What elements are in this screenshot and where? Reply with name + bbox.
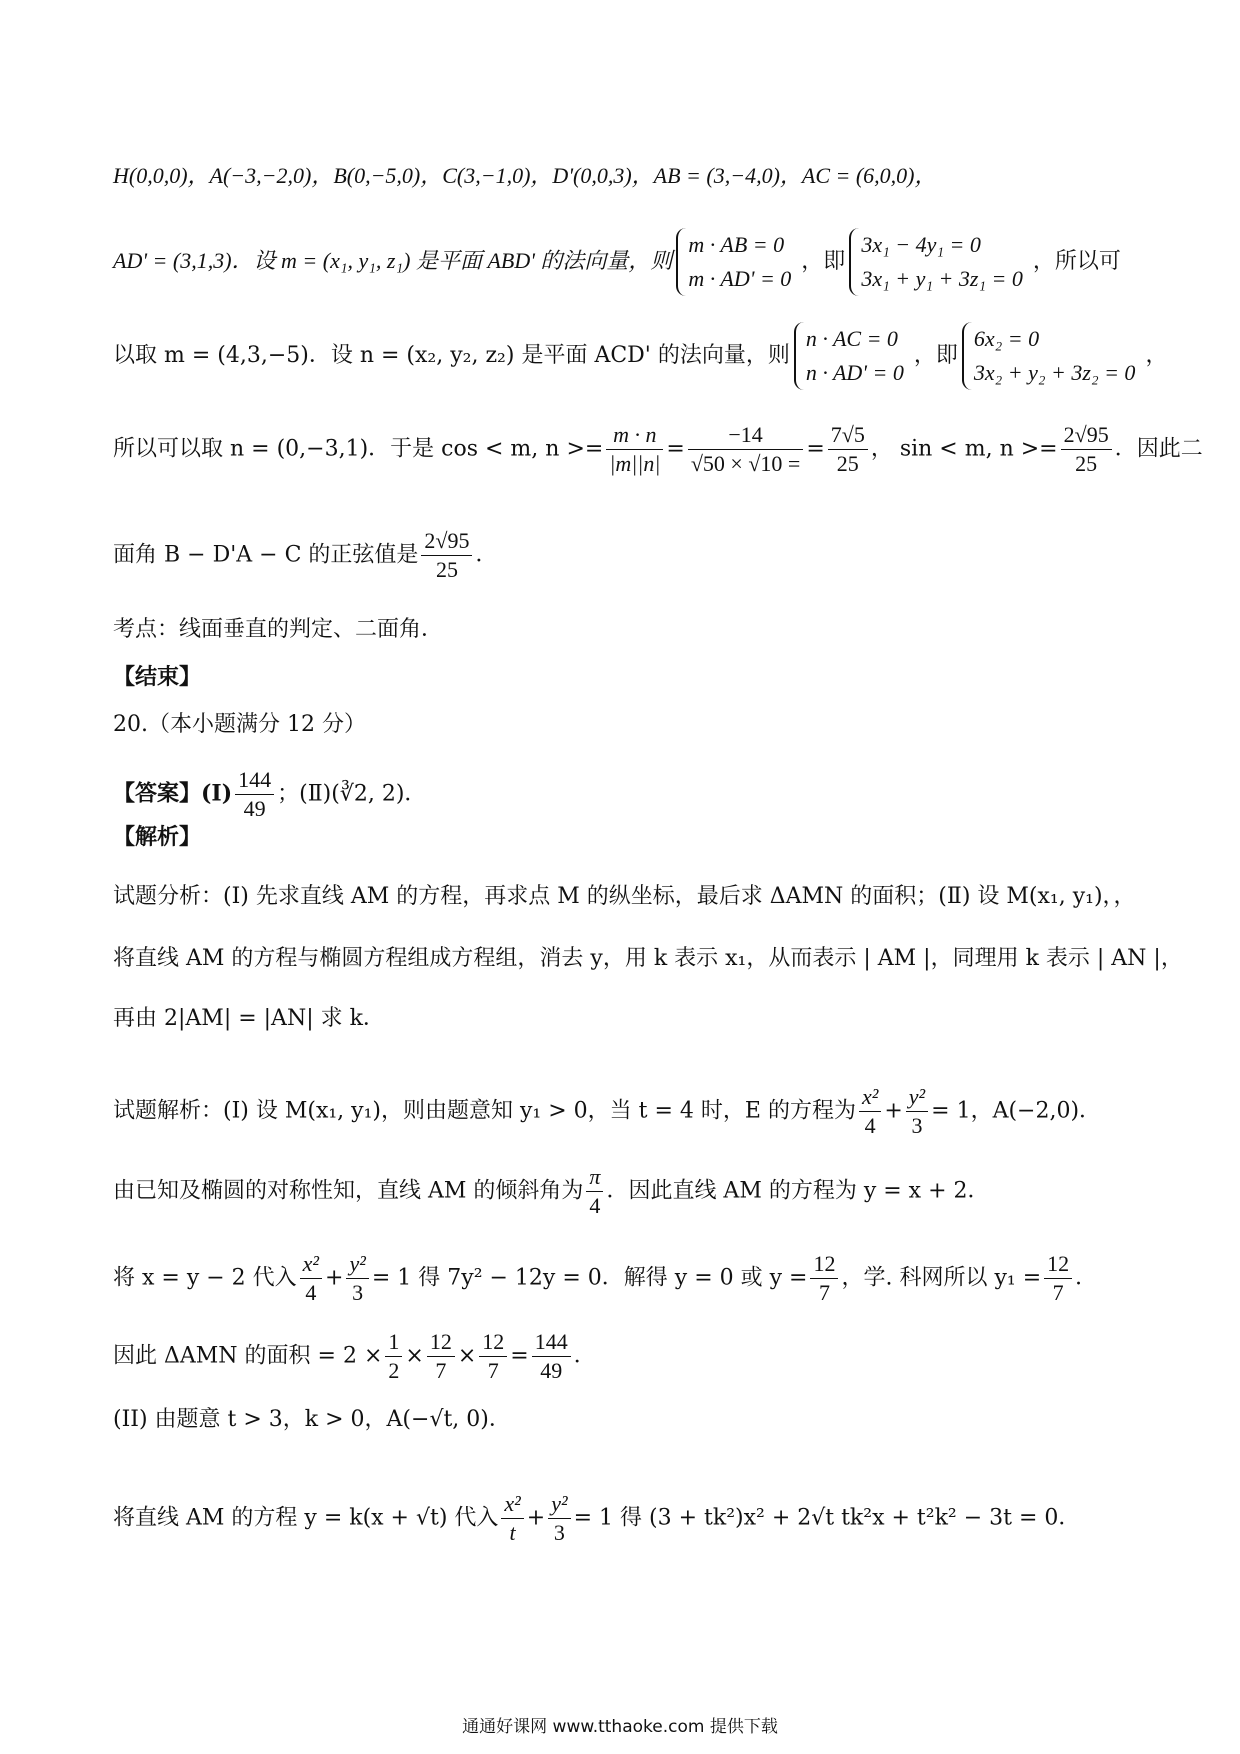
cosine-line [113,421,1203,478]
solution-line-1 [113,1083,1130,1140]
equation: 3x₁ + y₁ + 3z₁ = 0 [861,266,1023,291]
equation: 3x₂ + y₂ + 3z₂ = 0 [973,360,1136,385]
text: = 1 得 (3 + tk²)x² + 2√t tk²x + t²k² − 3t = 0． [573,1505,1081,1531]
fraction: $\frac{1}{2}$ [385,1328,402,1385]
fraction: $\frac{144}{49}$ [532,1328,571,1385]
fraction: $\frac{2√95}{25}$ [1061,421,1112,478]
equation: m · AB = 0 [688,232,785,257]
text: ， [1145,343,1168,368]
analysis-heading: 【解析】 [113,824,202,850]
equation-system [794,322,910,390]
analysis-line-1: 试题分析：(Ⅰ) 先求直线 AM 的方程，再求点 M 的纵坐标，最后求 ΔAMN 的面积；(Ⅱ) 设 M(x₁, y₁)，， [113,884,1136,909]
text: ． [573,1343,596,1369]
normal-vector-n-line [113,322,1168,390]
text: 面角 B − D'A − C 的正弦值是 [113,542,419,568]
end-marker: 【结束】 [113,664,202,690]
fraction: $\frac{\pi}{4}$ [586,1163,603,1220]
fraction: $\frac{\text{x²}}{4}$ [859,1083,881,1140]
equation: 6x₂ = 0 [973,326,1040,351]
text: × [405,1343,424,1369]
text: AD' = (3,1,3)．设 m = (x₁, y₁, z₁) 是平面 ABD' 的法向量，则 [113,248,673,273]
fraction: $\frac{7√5}{25}$ [828,421,868,478]
sine-value-line [113,527,1130,584]
solution-line-2 [113,1163,1130,1220]
text: ， sin < m, n >= [870,436,1058,462]
text: ．因此直线 AM 的方程为 y = x + 2． [606,1178,990,1204]
analysis-line-3: 再由 2|AM| = |AN| 求 k． [113,1006,385,1031]
text: ，即 [801,249,846,274]
text: 试题解析：(I) 设 M(x₁, y₁)，则由题意知 y₁ > 0，当 t = 4 时，E 的方程为 [113,1098,856,1124]
text: = [806,436,825,462]
text: ． [475,542,498,568]
fraction: $\frac{m \cdot n}{|m||n|}$ [606,421,663,478]
text: 以取 m = (4,3,−5)．设 n = (x₂, y₂, z₂) 是平面 ACD' 的法向量，则 [113,343,790,368]
equation-system [676,228,797,296]
equation-system [849,228,1029,296]
text: 将直线 AM 的方程 y = k(x + √t) 代入 [113,1505,499,1531]
fraction: $\frac{12}{7}$ [427,1328,455,1385]
text: 【答案】(Ⅰ) [113,780,233,807]
text: = 1 得 7y² − 12y = 0．解得 y = 0 或 y = [371,1265,808,1291]
answer-line [113,766,1130,823]
text: × [457,1343,477,1369]
equation: 3x₁ − 4y₁ = 0 [861,232,981,257]
fraction: $\frac{12}{7}$ [479,1328,507,1385]
fraction: $\frac{\text{y²}}{3}$ [906,1083,928,1140]
fraction: $\frac{12}{7}$ [1044,1250,1072,1307]
text: = [666,436,685,462]
knowledge-point: 考点：线面垂直的判定、二面角． [113,617,444,642]
fraction: $\frac{\text{y²}}{3}$ [548,1490,570,1547]
fraction: $\frac{-14}{√50 \times √10 =}$ [688,421,803,478]
fraction: $\frac{\text{y²}}{3}$ [346,1250,368,1307]
text: ，即 [913,343,958,368]
equation: m · AD' = 0 [688,266,792,291]
text: = 1，A(−2,0)． [931,1098,1102,1124]
solution-line-4 [113,1328,1130,1385]
coordinates-line: H(0,0,0)，A(−3,−2,0)，B(0,−5,0)，C(3,−1,0)，D'(0,0,3)，AB = (3,−4,0)，AC = (6,0,0)， [113,163,937,188]
normal-vector-m-line [113,228,1130,296]
text: = [510,1343,529,1369]
solution-line-3 [113,1250,1130,1307]
text: ，学. 科网所以 y₁ = [841,1265,1042,1291]
fraction: $\frac{\text{x²}}{t}$ [501,1490,523,1547]
equation: n · AD' = 0 [805,360,904,385]
solution-line-6 [113,1490,1130,1547]
fraction: $\frac{\text{x²}}{4}$ [300,1250,322,1307]
equation-system [962,322,1142,390]
solution-line-5: (II) 由题意 t > 3，k > 0，A(−√t, 0)． [113,1407,511,1432]
text: 因此 ΔAMN 的面积 = 2 × [113,1343,383,1369]
text: 将 x = y − 2 代入 [113,1265,297,1291]
text: + [884,1098,903,1124]
text: 所以可以取 n = (0,−3,1)．于是 cos < m, n >= [113,436,604,462]
text: ． [1075,1265,1098,1291]
text: 由已知及椭圆的对称性知，直线 AM 的倾斜角为 [113,1178,584,1204]
text: ；(Ⅱ)(∛2, 2)． [277,781,427,807]
text: ，所以可 [1032,249,1121,274]
question-number: 20.（本小题满分 12 分） [113,712,366,737]
equation: n · AC = 0 [805,326,898,351]
analysis-line-2: 将直线 AM 的方程与椭圆方程组成方程组，消去 y，用 k 表示 x₁，从而表示 | AM |，同理用 k 表示 | AN |， [113,946,1183,971]
fraction: $\frac{12}{7}$ [810,1250,838,1307]
text: + [325,1265,344,1291]
fraction: $\frac{2√95}{25}$ [421,527,472,584]
page-footer: 通通好课网 www.tthaoke.com 提供下载 [462,1717,778,1737]
fraction: $\frac{144}{49}$ [235,766,274,823]
text: + [526,1505,546,1531]
text: ．因此二 [1114,436,1203,462]
